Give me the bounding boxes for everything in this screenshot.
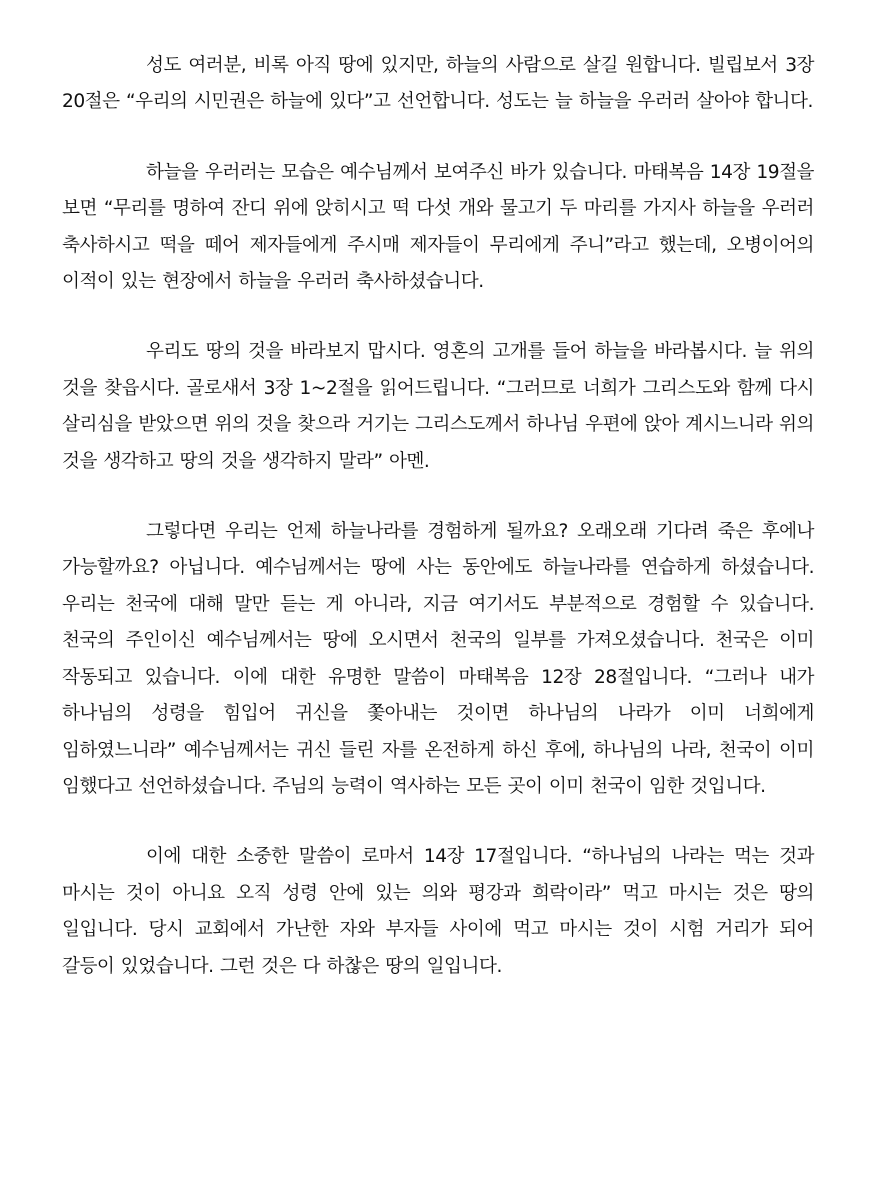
paragraph-4: 그렇다면 우리는 언제 하늘나라를 경험하게 될까요? 오래오래 기다려 죽은 후에나 가능할까요? 아닙니다. 예수님께서는 땅에 사는 동안에도 하늘나라를 연습하게 하셨습니다. 우리는 천국에 대해 말만 듣는 게 아니라, 지금 여기서도 부분적으로 경험할 수 있습니다. 천국의 주인이신 예수님께서는 땅에 오시면서 천국의 일부를 가져오셨습니다. 천국은 이미 작동되고 있습니다. 이에 대한 유명한 말씀이 마태복음 12장 28절입니다. “그러나 내가 하나님의 성령을 힘입어 귀신을 쫓아내는 것이면 하나님의 나라가 이미 너희에게 임하였느니라” 예수님께서는 귀신 들린 자를 온전하게 하신 후에, 하나님의 나라, 천국이 이미 임했다고 선언하셨습니다. 주님의 능력이 역사하는 모든 곳이 이미 천국이 임한 것입니다. bbox=[62, 521, 814, 797]
paragraph-1: 성도 여러분, 비록 아직 땅에 있지만, 하늘의 사람으로 살길 원합니다. 빌립보서 3장 20절은 “우리의 시민권은 하늘에 있다”고 선언합니다. 성도는 늘 하늘을 우러러 살아야 합니다. bbox=[62, 55, 814, 113]
paragraph-2: 하늘을 우러러는 모습은 예수님께서 보여주신 바가 있습니다. 마태복음 14장 19절을 보면 “무리를 명하여 잔디 위에 앉히시고 떡 다섯 개와 물고기 두 마리를 가지사 하늘을 우러러 축사하시고 떡을 떼어 제자들에게 주시매 제자들이 무리에게 주니”라고 했는데, 오병이어의 이적이 있는 현장에서 하늘을 우러러 축사하셨습니다. bbox=[62, 161, 814, 293]
paragraph-5: 이에 대한 소중한 말씀이 로마서 14장 17절입니다. “하나님의 나라는 먹는 것과 마시는 것이 아니요 오직 성령 안에 있는 의와 평강과 희락이라” 먹고 마시는 것은 땅의 일입니다. 당시 교회에서 가난한 자와 부자들 사이에 먹고 마시는 것이 시험 거리가 되어 갈등이 있었습니다. 그런 것은 다 하찮은 땅의 일입니다. bbox=[62, 846, 814, 977]
paragraph-3: 우리도 땅의 것을 바라보지 맙시다. 영혼의 고개를 들어 하늘을 바라봅시다. 늘 위의 것을 찾읍시다. 골로새서 3장 1~2절을 읽어드립니다. “그러므로 너희가 그리스도와 함께 다시 살리심을 받았으면 위의 것을 찾으라 거기는 그리스도께서 하나님 우편에 앉아 계시느니라 위의 것을 생각하고 땅의 것을 생각하지 말라” 아멘. bbox=[62, 341, 814, 472]
document-body bbox=[62, 48, 814, 1019]
